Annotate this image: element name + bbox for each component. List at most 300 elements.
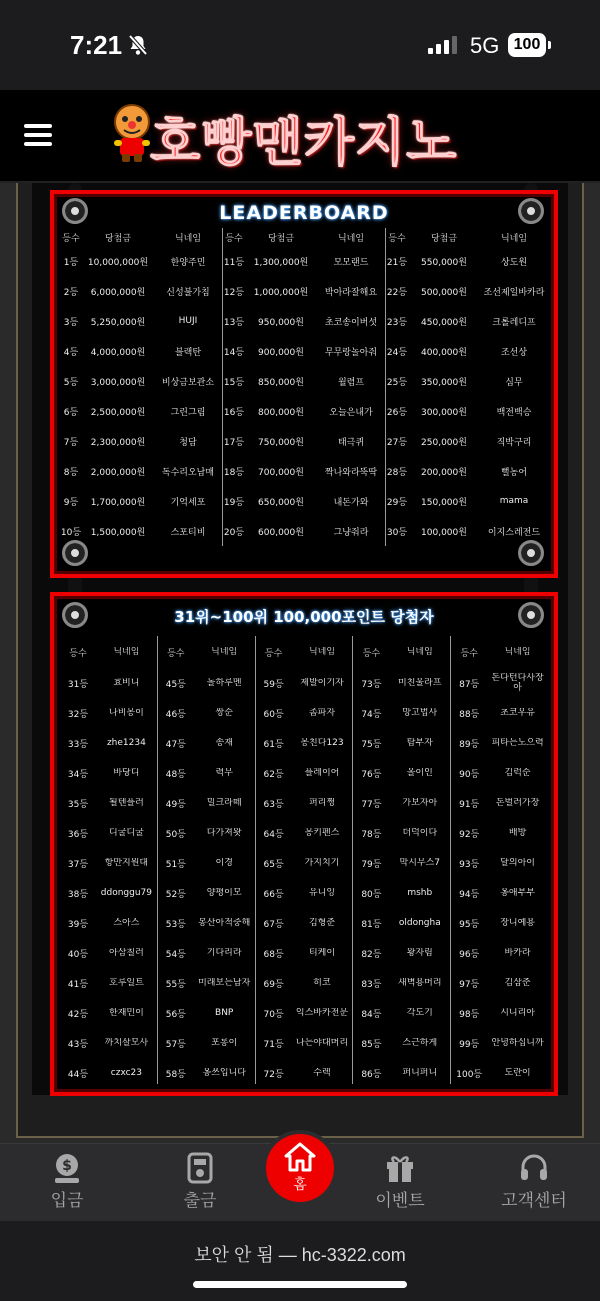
table-row xyxy=(60,1028,157,1058)
nickname-cell: 옹쓰입니다 xyxy=(202,1068,246,1078)
table-row xyxy=(386,306,548,336)
rank-cell: 70등 xyxy=(263,1009,284,1020)
leaderboard-column xyxy=(60,228,223,546)
rank-cell: 75등 xyxy=(361,739,382,750)
header-prize: 당첨금 xyxy=(104,233,132,244)
table-row xyxy=(158,818,255,848)
nickname-cell: 디굴디굴 xyxy=(109,828,144,838)
prize-cell: 1,500,000원 xyxy=(90,527,146,538)
table-row xyxy=(256,968,353,998)
nickname-cell: 퍼니퍼니 xyxy=(402,1068,438,1078)
rank-cell: 43등 xyxy=(67,1039,89,1050)
table-row xyxy=(451,818,548,848)
nav-event[interactable] xyxy=(350,1152,450,1211)
prize-cell: 850,000원 xyxy=(258,377,304,388)
table-row xyxy=(60,306,222,336)
table-row xyxy=(451,968,548,998)
prize-cell: 500,000원 xyxy=(421,287,467,298)
header-nickname: 닉네임 xyxy=(500,233,528,244)
rank-cell: 85등 xyxy=(361,1039,382,1050)
rank-cell: 62등 xyxy=(263,769,284,780)
home-icon xyxy=(283,1142,317,1172)
rank-cell: 76등 xyxy=(361,769,382,780)
prize-cell: 3,000,000원 xyxy=(90,377,146,388)
nickname-cell: 가보자아 xyxy=(402,798,438,808)
nickname-cell: 봉산아적중해 xyxy=(198,918,251,928)
table-row xyxy=(60,426,222,456)
table-row xyxy=(60,486,222,516)
table-row xyxy=(451,698,548,728)
nickname-cell: 크롤레디프 xyxy=(492,317,536,328)
nav-withdraw[interactable] xyxy=(150,1152,250,1211)
rank-cell: 99등 xyxy=(459,1039,480,1050)
ring-icon xyxy=(518,602,544,628)
table-row xyxy=(451,878,548,908)
header-prize: 당첨금 xyxy=(430,233,458,244)
rank-cell: 8등 xyxy=(63,467,79,478)
table-row xyxy=(60,758,157,788)
ring-icon xyxy=(62,198,88,224)
rank-cell: 56등 xyxy=(165,1009,186,1020)
table-row xyxy=(353,1058,450,1088)
table-row xyxy=(353,1028,450,1058)
nickname-cell: 히코 xyxy=(313,978,331,988)
nickname-cell: 나비몽이 xyxy=(109,708,144,718)
rank-cell: 54등 xyxy=(165,949,186,960)
table-row xyxy=(451,1028,548,1058)
header-nickname: 닉네임 xyxy=(504,647,531,657)
winners-column xyxy=(60,636,158,1084)
nickname-cell: 탐부자 xyxy=(406,738,433,748)
nickname-cell: 피타는노으력 xyxy=(491,738,544,748)
nickname-cell: 항만지원대 xyxy=(104,858,149,868)
table-row xyxy=(353,758,450,788)
nickname-cell: 좀파자 xyxy=(308,708,336,718)
nickname-cell: 장니예용 xyxy=(500,918,535,928)
nickname-cell: 태극퀴 xyxy=(337,437,365,448)
prize-cell: 10,000,000원 xyxy=(87,257,149,268)
table-row xyxy=(60,818,157,848)
rank-cell: 52등 xyxy=(165,889,186,900)
nickname-cell: 한양주민 xyxy=(170,257,206,268)
rank-cell: 87등 xyxy=(459,679,480,690)
table-row xyxy=(223,426,385,456)
table-row xyxy=(60,1058,157,1088)
nickname-cell: 수렉 xyxy=(313,1068,331,1078)
nickname-cell: 미친울라프 xyxy=(398,678,442,688)
header-rank: 등수 xyxy=(69,648,87,659)
rank-cell: 51등 xyxy=(165,859,186,870)
table-row xyxy=(60,516,222,546)
prize-cell: 750,000원 xyxy=(258,437,304,448)
rank-cell: 12등 xyxy=(223,287,245,298)
table-row xyxy=(386,246,548,276)
nickname-cell: 가지치기 xyxy=(304,858,340,868)
rank-cell: 34등 xyxy=(67,769,89,780)
rank-cell: 23등 xyxy=(386,317,408,328)
prize-cell: 1,700,000원 xyxy=(90,497,146,508)
nickname-cell: czxc23 xyxy=(110,1068,143,1078)
nickname-cell: 미래보는남자 xyxy=(198,978,251,988)
nickname-cell: oldongha xyxy=(398,918,441,928)
table-row xyxy=(60,246,222,276)
nickname-cell: 한재민이 xyxy=(109,1008,144,1018)
prize-cell: 4,000,000원 xyxy=(90,347,146,358)
table-row xyxy=(223,516,385,546)
table-row xyxy=(256,998,353,1028)
table-row xyxy=(223,456,385,486)
browser-url-bar[interactable] xyxy=(0,1221,600,1301)
table-row xyxy=(256,908,353,938)
table-header-row xyxy=(353,636,450,668)
rank-cell: 50등 xyxy=(165,829,186,840)
rank-cell: 9등 xyxy=(63,497,79,508)
table-row xyxy=(451,908,548,938)
table-row xyxy=(60,336,222,366)
header-prize: 당첨금 xyxy=(267,233,295,244)
table-row xyxy=(158,908,255,938)
rank-cell: 65등 xyxy=(263,859,284,870)
rank-cell: 60등 xyxy=(263,709,284,720)
table-row xyxy=(158,728,255,758)
rank-cell: 74등 xyxy=(361,709,382,720)
nickname-cell: 티케이 xyxy=(308,948,336,958)
nickname-cell: 안녕하십니까 xyxy=(491,1038,544,1048)
table-row xyxy=(386,366,548,396)
mascot-logo-icon xyxy=(108,102,156,164)
table-row xyxy=(60,848,157,878)
prize-cell: 1,300,000원 xyxy=(253,257,309,268)
nickname-cell: 까치살모사 xyxy=(104,1038,149,1048)
table-row xyxy=(451,938,548,968)
nickname-cell: 밀크라떼 xyxy=(206,798,242,808)
rank-cell: 83등 xyxy=(361,979,382,990)
rank-cell: 63등 xyxy=(263,799,284,810)
rank-cell: 58등 xyxy=(165,1069,186,1080)
nickname-cell: 바카라 xyxy=(504,948,531,958)
rank-cell: 69등 xyxy=(263,979,284,990)
table-row xyxy=(353,848,450,878)
nickname-cell: 짝나와라뚝딱 xyxy=(324,467,378,478)
bell-slash-icon xyxy=(128,34,148,56)
rank-cell: 3등 xyxy=(63,317,79,328)
site-header xyxy=(0,90,600,183)
nickname-cell: 망고법사 xyxy=(402,708,438,718)
table-row xyxy=(60,396,222,426)
nickname-cell: 도란이 xyxy=(504,1068,531,1078)
prize-cell: 200,000원 xyxy=(421,467,467,478)
nickname-cell: 스포티비 xyxy=(170,527,206,538)
nickname-cell: 조선제일바카라 xyxy=(483,287,545,298)
hamburger-menu-icon[interactable] xyxy=(24,124,52,148)
nickname-cell: 더덕이다 xyxy=(402,828,438,838)
site-logo-text[interactable]: 호빵맨카지노 xyxy=(150,113,458,173)
nickname-cell: 될텐플러 xyxy=(109,798,144,808)
rank-cell: 36등 xyxy=(67,829,89,840)
nickname-cell: 김형준 xyxy=(308,918,336,928)
rank-cell: 25등 xyxy=(386,377,408,388)
prize-cell: 2,300,000원 xyxy=(90,437,146,448)
rank-cell: 59등 xyxy=(263,679,284,690)
nickname-cell: 시니리아 xyxy=(500,1008,535,1018)
table-header-row xyxy=(60,636,157,668)
prize-cell: 600,000원 xyxy=(258,527,304,538)
nickname-cell: 막시무스7 xyxy=(399,858,441,868)
nickname-cell: 바당디 xyxy=(113,768,140,778)
leaderboard-column xyxy=(386,228,548,546)
header-rank: 등수 xyxy=(388,233,406,244)
rank-cell: 49등 xyxy=(165,799,186,810)
ring-icon xyxy=(62,602,88,628)
nickname-cell: 익스바카전문 xyxy=(295,1008,349,1018)
rank-cell: 16등 xyxy=(223,407,245,418)
table-row xyxy=(353,728,450,758)
table-row xyxy=(223,306,385,336)
nickname-cell: ddonggu79 xyxy=(100,888,152,898)
rank-cell: 31등 xyxy=(67,679,89,690)
rank-cell: 32등 xyxy=(67,709,89,720)
nickname-cell: 아삼칠러 xyxy=(109,948,144,958)
table-row xyxy=(353,968,450,998)
leaderboard-title: LEADERBOARD xyxy=(219,202,389,224)
table-row xyxy=(256,848,353,878)
header-nickname: 닉네임 xyxy=(211,647,238,657)
table-row xyxy=(256,1028,353,1058)
rank-cell: 96등 xyxy=(459,949,480,960)
table-row xyxy=(353,998,450,1028)
prize-cell: 700,000원 xyxy=(258,467,304,478)
rank-cell: 80등 xyxy=(361,889,382,900)
table-header-row xyxy=(158,636,255,668)
home-indicator xyxy=(193,1281,407,1288)
rank-cell: 86등 xyxy=(361,1069,382,1080)
nickname-cell: 새벽용머리 xyxy=(398,978,442,988)
table-row xyxy=(158,1028,255,1058)
header-rank: 등수 xyxy=(460,648,478,659)
table-row xyxy=(353,938,450,968)
nickname-cell: 효비니 xyxy=(113,678,140,688)
table-row xyxy=(353,818,450,848)
table-row xyxy=(353,878,450,908)
nickname-cell: 비상금보관소 xyxy=(161,377,215,388)
table-header-row xyxy=(60,228,222,246)
rank-cell: 48등 xyxy=(165,769,186,780)
rank-cell: 13등 xyxy=(223,317,245,328)
prize-cell: 950,000원 xyxy=(258,317,304,328)
table-row xyxy=(386,426,548,456)
nickname-cell: 조선상 xyxy=(500,347,528,358)
rank-cell: 37등 xyxy=(67,859,89,870)
nickname-cell: 이지스레전드 xyxy=(487,527,541,538)
nickname-cell: mshb xyxy=(407,888,433,898)
nickname-cell: 몽친다123 xyxy=(300,738,344,748)
rank-cell: 27등 xyxy=(386,437,408,448)
header-rank: 등수 xyxy=(167,648,185,659)
table-row xyxy=(223,276,385,306)
nickname-cell: 돈다턴다사장아 xyxy=(491,673,544,693)
rank-cell: 10등 xyxy=(60,527,82,538)
withdraw-icon xyxy=(184,1152,216,1184)
nickname-cell: 오늘은내가 xyxy=(329,407,373,418)
nickname-cell: 유니잉 xyxy=(308,888,336,898)
nickname-cell: 월렴프 xyxy=(337,377,365,388)
nickname-cell: 모모랜드 xyxy=(333,257,369,268)
rank-cell: 26등 xyxy=(386,407,408,418)
header-nickname: 닉네임 xyxy=(337,233,365,244)
status-time: 7:21 xyxy=(70,30,123,60)
nickname-cell: zhe1234 xyxy=(106,738,146,748)
rank-cell: 45등 xyxy=(165,679,186,690)
rank-cell: 64등 xyxy=(263,829,284,840)
rank-cell: 28등 xyxy=(386,467,408,478)
header-nickname: 닉네임 xyxy=(174,233,202,244)
nickname-cell: 호루일트 xyxy=(109,978,144,988)
rank-cell: 68등 xyxy=(263,949,284,960)
table-row xyxy=(60,788,157,818)
header-rank: 등수 xyxy=(362,648,381,659)
nickname-cell: 기억세포 xyxy=(170,497,206,508)
rank-cell: 91등 xyxy=(459,799,480,810)
nickname-cell: 올이인 xyxy=(406,768,433,778)
header-rank: 등수 xyxy=(62,233,80,244)
table-row xyxy=(158,878,255,908)
rank-cell: 29등 xyxy=(386,497,408,508)
rank-cell: 17등 xyxy=(223,437,245,448)
table-row xyxy=(60,878,157,908)
nickname-cell: 기다리라 xyxy=(206,948,242,958)
nickname-cell: 박아라잘해요 xyxy=(324,287,378,298)
table-row xyxy=(223,486,385,516)
table-row xyxy=(60,668,157,698)
rank-cell: 77등 xyxy=(361,799,382,810)
rank-cell: 7등 xyxy=(63,437,79,448)
rank-cell: 21등 xyxy=(386,257,408,268)
table-row xyxy=(158,1058,255,1088)
nav-support[interactable] xyxy=(484,1152,584,1211)
rank-cell: 47등 xyxy=(165,739,186,750)
rank-cell: 97등 xyxy=(459,979,480,990)
rank-cell: 2등 xyxy=(63,287,79,298)
winners-table xyxy=(60,636,548,1084)
nickname-cell: mama xyxy=(499,496,529,506)
rank-cell: 88등 xyxy=(459,709,480,720)
table-row xyxy=(60,276,222,306)
table-row xyxy=(386,276,548,306)
nickname-cell: 각도기 xyxy=(406,1008,433,1018)
rank-cell: 44등 xyxy=(67,1069,89,1080)
table-row xyxy=(256,728,353,758)
nickname-cell: 달의아이 xyxy=(500,858,535,868)
rank-cell: 84등 xyxy=(361,1009,382,1020)
leaderboard-panel xyxy=(50,190,558,578)
url-text[interactable]: 보안 안 됨 — hc-3322.com xyxy=(194,1245,406,1265)
nickname-cell: 직박구리 xyxy=(496,437,532,448)
table-row xyxy=(60,968,157,998)
nickname-cell: 초코송이버섯 xyxy=(324,317,378,328)
nickname-cell: 송재 xyxy=(215,738,233,748)
nickname-cell: 내돈가와 xyxy=(333,497,369,508)
prize-cell: 400,000원 xyxy=(421,347,467,358)
table-row xyxy=(60,728,157,758)
rank-cell: 1등 xyxy=(63,257,79,268)
deposit-icon xyxy=(51,1152,83,1184)
table-row xyxy=(353,668,450,698)
table-row xyxy=(353,788,450,818)
table-row xyxy=(451,848,548,878)
svg-text:$: $ xyxy=(62,1158,72,1174)
table-row xyxy=(223,336,385,366)
nickname-cell: 제발이기자 xyxy=(300,678,344,688)
table-row xyxy=(451,728,548,758)
nickname-cell: 상도원 xyxy=(500,257,528,268)
nickname-cell: 청담 xyxy=(179,437,197,448)
rank-cell: 14등 xyxy=(223,347,245,358)
table-row xyxy=(60,938,157,968)
network-label: 5G xyxy=(470,33,500,58)
battery-indicator: 100 xyxy=(508,33,546,57)
table-row xyxy=(451,758,548,788)
table-row xyxy=(223,246,385,276)
nickname-cell: 이경 xyxy=(215,858,233,868)
nav-deposit-label: 입금 xyxy=(50,1191,84,1211)
header-rank: 등수 xyxy=(264,648,283,659)
nickname-cell: 스아스 xyxy=(113,918,140,928)
rank-cell: 30등 xyxy=(386,527,408,538)
nav-deposit[interactable] xyxy=(17,1152,117,1211)
nickname-cell: 김삼준 xyxy=(504,978,531,988)
winners-column xyxy=(451,636,548,1084)
nickname-cell: 돌하루멘 xyxy=(206,678,242,688)
table-row xyxy=(60,366,222,396)
ring-icon xyxy=(518,540,544,566)
nickname-cell: 력무 xyxy=(215,768,233,778)
bottom-nav xyxy=(0,1143,600,1221)
table-row xyxy=(256,818,353,848)
rank-cell: 38등 xyxy=(67,889,89,900)
leaderboard-table xyxy=(60,228,548,546)
prize-cell: 250,000원 xyxy=(421,437,467,448)
table-row xyxy=(353,698,450,728)
table-row xyxy=(256,668,353,698)
rank-cell: 92등 xyxy=(459,829,480,840)
gift-icon xyxy=(384,1152,416,1184)
prize-cell: 6,000,000원 xyxy=(90,287,146,298)
header-nickname: 닉네임 xyxy=(113,647,140,657)
rank-cell: 73등 xyxy=(361,679,382,690)
rank-cell: 19등 xyxy=(223,497,245,508)
nickname-cell: 김럭순 xyxy=(504,768,531,778)
table-row xyxy=(451,788,548,818)
nickname-cell: 포롱이 xyxy=(211,1038,238,1048)
header-rank: 등수 xyxy=(225,233,243,244)
rank-cell: 22등 xyxy=(386,287,408,298)
rank-cell: 93등 xyxy=(459,859,480,870)
table-row xyxy=(158,788,255,818)
rank-cell: 95등 xyxy=(459,919,480,930)
nav-home[interactable] xyxy=(266,1134,334,1202)
table-row xyxy=(256,1058,353,1088)
rank-cell: 42등 xyxy=(67,1009,89,1020)
prize-cell: 800,000원 xyxy=(258,407,304,418)
table-row xyxy=(256,788,353,818)
table-header-row xyxy=(451,636,548,668)
rank-cell: 89등 xyxy=(459,739,480,750)
rank-cell: 53등 xyxy=(165,919,186,930)
rank-cell: 78등 xyxy=(361,829,382,840)
table-row xyxy=(451,1058,548,1088)
table-row xyxy=(158,668,255,698)
nav-home-label: 홈 xyxy=(293,1177,307,1193)
